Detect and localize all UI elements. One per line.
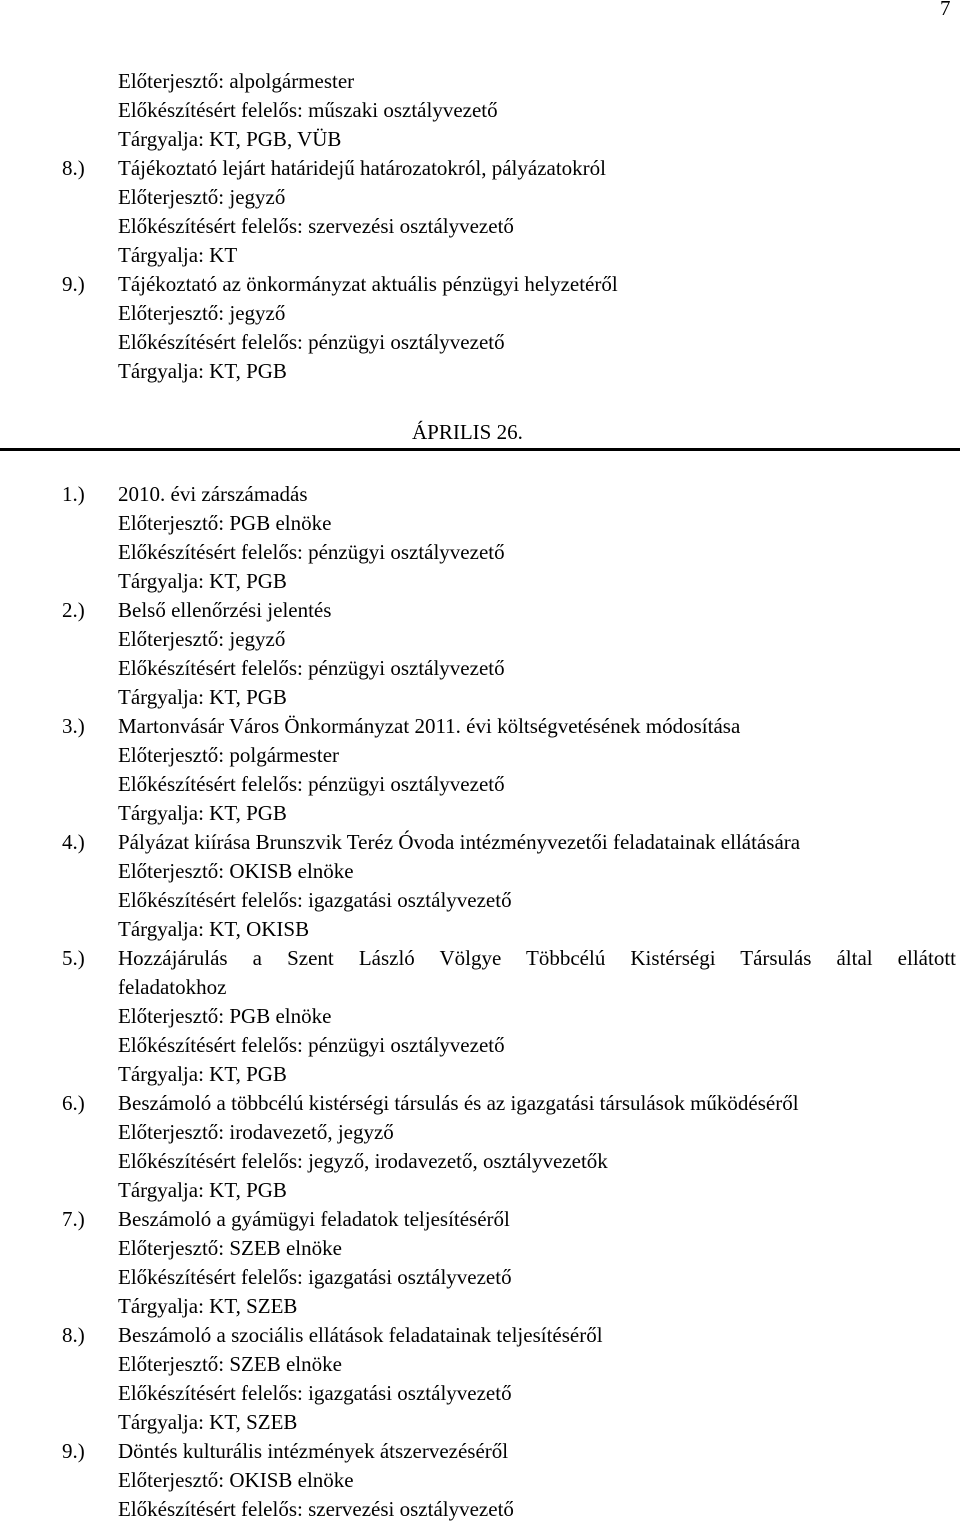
item-presenter: Előterjesztő: jegyző [118,301,286,325]
section-title: ÁPRILIS 26. [412,420,523,444]
item-number: 3.) [62,714,85,738]
item-discussed-by: Tárgyalja: KT, PGB [118,1062,287,1086]
item-responsible: Előkészítésért felelős: szervezési osztályvezető [118,214,514,238]
item-title: Belső ellenőrzési jelentés [118,598,332,622]
item-responsible: Előkészítésért felelős: szervezési osztályvezető [118,1497,514,1521]
item-responsible: Előkészítésért felelős: pénzügyi osztályvezető [118,772,505,796]
item-title: Beszámoló a többcélú kistérségi társulás és az igazgatási társulások működéséről [118,1091,799,1115]
item-title: Beszámoló a szociális ellátások feladatainak teljesítéséről [118,1323,603,1347]
item-number: 9.) [62,272,85,296]
item-presenter: Előterjesztő: SZEB elnöke [118,1352,342,1376]
continuation-line: Előterjesztő: alpolgármester [118,69,355,93]
continuation-line: Tárgyalja: KT, PGB, VÜB [118,127,342,151]
item-discussed-by: Tárgyalja: KT, PGB [118,801,287,825]
item-title-continuation: feladatokhoz [118,975,227,999]
item-number: 9.) [62,1439,85,1463]
item-title: Döntés kulturális intézmények átszervezéséről [118,1439,509,1463]
item-title: Pályázat kiírása Brunszvik Teréz Óvoda intézményvezetői feladatainak ellátására [118,830,801,854]
item-responsible: Előkészítésért felelős: pénzügyi osztályvezető [118,656,505,680]
item-title: 2010. évi zárszámadás [118,482,308,506]
item-title: Hozzájárulás a Szent László Völgye Többcélú Kistérségi Társulás által ellátott [118,946,956,970]
item-number: 8.) [62,1323,85,1347]
item-presenter: Előterjesztő: PGB elnöke [118,1004,332,1028]
item-presenter: Előterjesztő: PGB elnöke [118,511,332,535]
page-number: 7 [940,0,951,20]
section-divider [0,448,960,451]
item-number: 2.) [62,598,85,622]
item-number: 4.) [62,830,85,854]
item-title: Tájékoztató az önkormányzat aktuális pénzügyi helyzetéről [118,272,618,296]
item-presenter: Előterjesztő: OKISB elnöke [118,859,354,883]
item-discussed-by: Tárgyalja: KT, SZEB [118,1410,298,1434]
item-discussed-by: Tárgyalja: KT, PGB [118,569,287,593]
item-responsible: Előkészítésért felelős: igazgatási osztályvezető [118,888,512,912]
item-discussed-by: Tárgyalja: KT [118,243,238,267]
item-title: Beszámoló a gyámügyi feladatok teljesítéséről [118,1207,510,1231]
item-responsible: Előkészítésért felelős: pénzügyi osztályvezető [118,330,505,354]
item-responsible: Előkészítésért felelős: jegyző, irodavezető, osztályvezetők [118,1149,608,1173]
item-number: 6.) [62,1091,85,1115]
item-title: Martonvásár Város Önkormányzat 2011. évi költségvetésének módosítása [118,714,741,738]
item-presenter: Előterjesztő: irodavezető, jegyző [118,1120,394,1144]
item-responsible: Előkészítésért felelős: igazgatási osztályvezető [118,1265,512,1289]
item-presenter: Előterjesztő: OKISB elnöke [118,1468,354,1492]
item-presenter: Előterjesztő: jegyző [118,627,286,651]
item-discussed-by: Tárgyalja: KT, PGB [118,359,287,383]
item-presenter: Előterjesztő: polgármester [118,743,340,767]
item-number: 7.) [62,1207,85,1231]
item-presenter: Előterjesztő: SZEB elnöke [118,1236,342,1260]
item-discussed-by: Tárgyalja: KT, PGB [118,685,287,709]
item-presenter: Előterjesztő: jegyző [118,185,286,209]
item-title: Tájékoztató lejárt határidejű határozatokról, pályázatokról [118,156,607,180]
item-responsible: Előkészítésért felelős: pénzügyi osztályvezető [118,540,505,564]
item-number: 1.) [62,482,85,506]
item-responsible: Előkészítésért felelős: pénzügyi osztályvezető [118,1033,505,1057]
item-discussed-by: Tárgyalja: KT, SZEB [118,1294,298,1318]
item-number: 5.) [62,946,85,970]
item-responsible: Előkészítésért felelős: igazgatási osztályvezető [118,1381,512,1405]
item-number: 8.) [62,156,85,180]
item-discussed-by: Tárgyalja: KT, PGB [118,1178,287,1202]
item-discussed-by: Tárgyalja: KT, OKISB [118,917,310,941]
continuation-line: Előkészítésért felelős: műszaki osztályvezető [118,98,498,122]
